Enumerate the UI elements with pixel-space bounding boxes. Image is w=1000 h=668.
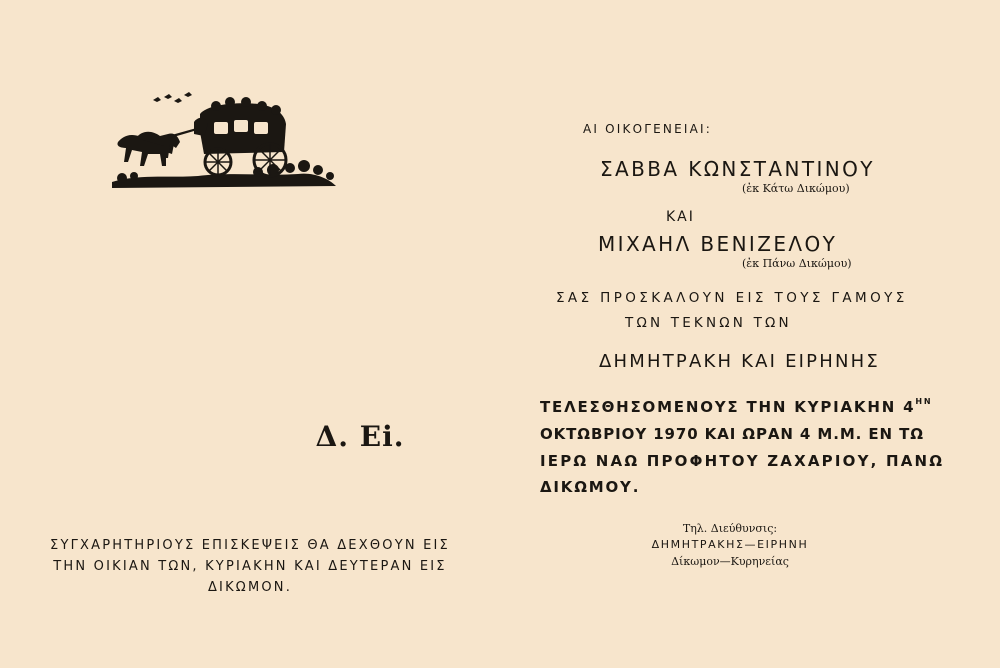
invite-line-2: ΤΩΝ ΤΕΚΝΩΝ ΤΩΝ: [625, 315, 792, 331]
rsvp-code: Δ. Εi.: [315, 420, 405, 453]
telegram-name: ΔΗΜΗΤΡΑΚΗΣ—ΕΙΡΗΝΗ: [651, 538, 809, 551]
visit-note-line: ΔΙΚΩΜΟΝ.: [207, 580, 293, 595]
families-label: ΑΙ ΟΙΚΟΓΕΝΕΙΑΙ:: [583, 122, 713, 136]
telegram-place: Δίκωμον—Κυρηνείας: [671, 555, 789, 568]
and-word: ΚΑΙ: [666, 209, 695, 225]
details-line-2: ΟΚΤΩΒΡΙΟΥ 1970 ΚΑΙ ΩΡΑΝ 4 Μ.Μ. ΕΝ ΤΩ: [540, 425, 924, 443]
details-line-3: ΙΕΡΩ ΝΑΩ ΠΡΟΦΗΤΟΥ ΖΑΧΑΡΙΟΥ, ΠΑΝΩ: [540, 452, 945, 470]
visit-note-line: ΣΥΓΧΑΡΗΤΗΡΙΟΥΣ ΕΠΙΣΚΕΨΕΙΣ ΘΑ ΔΕΧΘΟΥΝ ΕΙΣ: [50, 538, 450, 553]
visit-note-line: ΤΗΝ ΟΙΚΙΑΝ ΤΩΝ, ΚΥΡΙΑΚΗΝ ΚΑΙ ΔΕΥΤΕΡΑΝ ΕΙΣ: [53, 559, 447, 574]
details-line-4: ΔΙΚΩΜΟΥ.: [540, 478, 641, 496]
family-1-name: ΣΑΒΒΑ ΚΩΝΣΤΑΝΤΙΝΟΥ: [600, 157, 875, 181]
details-line-1: [540, 397, 932, 416]
visit-note: [50, 535, 450, 598]
couple-names: ΔΗΜΗΤΡΑΚΗ ΚΑΙ ΕΙΡΗΝΗΣ: [599, 351, 880, 372]
telegram-label: Τηλ. Διεύθυνσις:: [682, 522, 778, 535]
invite-line-1: ΣΑΣ ΠΡΟΣΚΑΛΟΥΝ ΕΙΣ ΤΟΥΣ ΓΑΜΟΥΣ: [556, 290, 908, 306]
details-line-1-sup: ΗΝ: [915, 397, 933, 406]
family-2-origin: (ἐκ Πάνω Δικώμου): [742, 257, 852, 270]
family-2-name: ΜΙΧΑΗΛ ΒΕΝΙΖΕΛΟΥ: [598, 232, 838, 256]
horse-carriage-icon: [108, 92, 340, 194]
details-line-1-text: ΤΕΛΕΣΘΗΣΟΜΕΝΟΥΣ ΤΗΝ ΚΥΡΙΑΚΗΝ 4: [540, 398, 916, 416]
family-1-origin: (ἐκ Κάτω Δικώμου): [742, 182, 850, 195]
